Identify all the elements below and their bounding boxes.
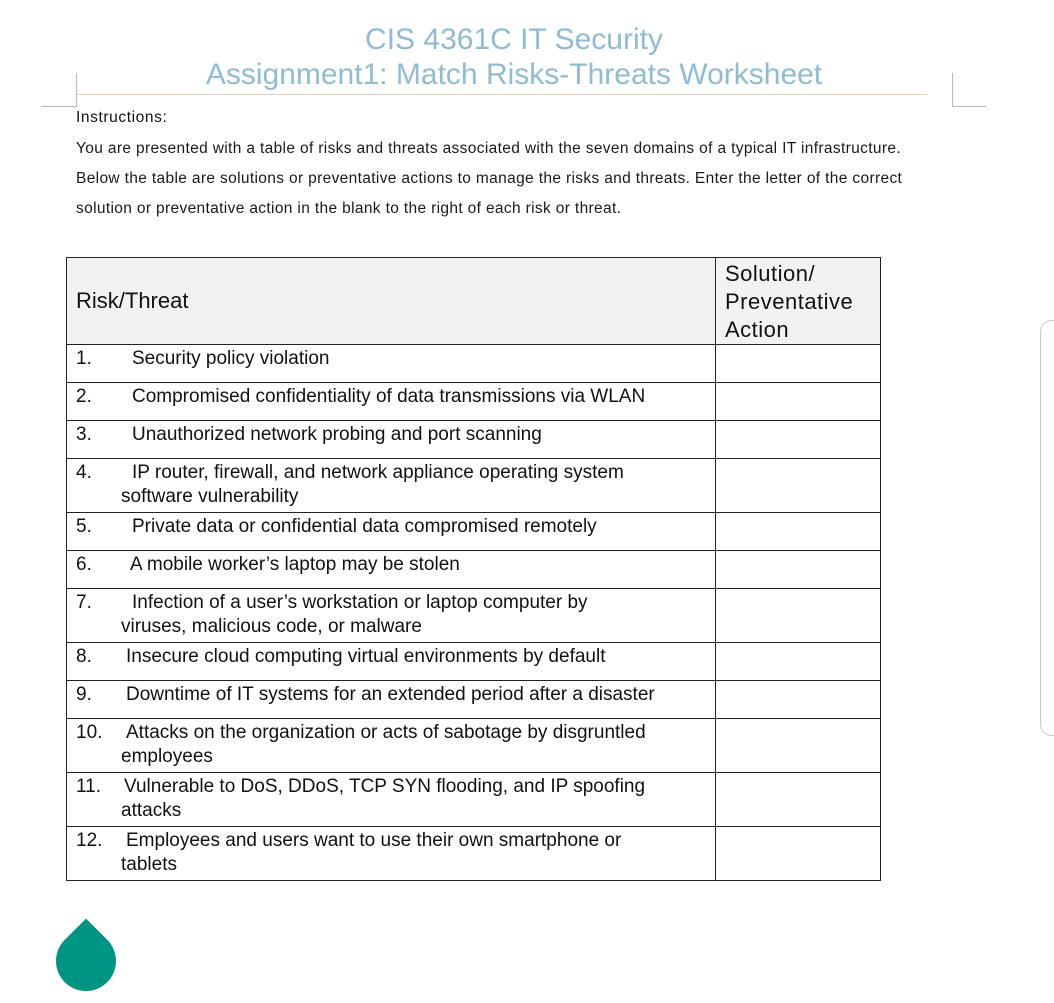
row-number: 4. [76,462,92,483]
row-number: 2. [76,386,92,407]
crop-mark-left-v [76,73,77,107]
instructions-heading: Instructions: [76,109,168,126]
risk-text: Infection of a user’s workstation or laptop computer by [132,592,588,613]
risk-text: IP router, firewall, and network appliance operating system [132,462,624,483]
risk-text: Compromised confidentiality of data transmissions via WLAN [132,386,646,407]
risk-text: Insecure cloud computing virtual environments by default [126,646,606,667]
risk-text-continued: software vulnerability [121,486,299,507]
risk-cell [67,551,716,589]
table-row [67,513,881,551]
row-number: 11. [76,776,102,797]
risk-cell [67,459,716,513]
row-number: 9. [76,684,92,705]
table-row [67,421,881,459]
page-title-line-2: Assignment1: Match Risks-Threats Worksheet [205,58,823,91]
answer-cell[interactable] [716,643,881,681]
crop-mark-left-h [41,106,77,107]
answer-cell[interactable] [716,719,881,773]
risk-text: Attacks on the organization or acts of sabotage by disgruntled [126,722,646,743]
table-row [67,589,881,643]
risk-cell [67,421,716,459]
risk-threat-header: Risk/Threat [67,258,716,345]
risk-text-continued: attacks [121,800,182,821]
risk-text: Private data or confidential data compromised remotely [132,516,597,537]
answer-cell[interactable] [716,383,881,421]
risk-cell [67,383,716,421]
risk-text: Vulnerable to DoS, DDoS, TCP SYN flooding, and IP spoofing [124,776,646,797]
risk-cell [67,827,716,881]
answer-cell[interactable] [716,827,881,881]
table-row [67,681,881,719]
table-row [67,643,881,681]
answer-cell[interactable] [716,681,881,719]
risk-cell [67,513,716,551]
answer-cell[interactable] [716,513,881,551]
risk-text: A mobile worker’s laptop may be stolen [130,554,460,575]
table-row [67,345,881,383]
risk-text: Security policy violation [132,348,330,369]
risk-cell [67,643,716,681]
risk-text: Employees and users want to use their own smartphone or [126,830,622,851]
table-row [67,551,881,589]
table-row [67,459,881,513]
risk-cell [67,719,716,773]
risk-cell [67,773,716,827]
table-row [67,383,881,421]
risk-threat-table [66,257,881,881]
answer-cell[interactable] [716,345,881,383]
risk-text-continued: tablets [121,854,177,875]
instructions-body: You are presented with a table of risks and threats associated with the seven domains of a typical IT infrastructure. Below the table are solutions or preventative actions to manage the risks and threats. Enter the letter of the correct solution or preventative action in the blank to the right of each risk or threat. [76,140,903,217]
table-row [67,827,881,881]
answer-cell[interactable] [716,459,881,513]
answer-cell[interactable] [716,551,881,589]
solution-header: Solution/ Preventative Action [716,258,881,345]
row-number: 1. [76,348,92,369]
answer-cell[interactable] [716,421,881,459]
row-number: 5. [76,516,92,537]
crop-mark-right-v [952,73,953,107]
crop-mark-right-h [952,106,986,107]
answer-cell[interactable] [716,773,881,827]
row-number: 7. [76,592,92,613]
row-number: 3. [76,424,92,445]
table-header-row [67,258,881,345]
page-title-line-1: CIS 4361C IT Security [365,23,663,56]
risk-text: Unauthorized network probing and port scanning [132,424,542,445]
table-row [67,719,881,773]
table-row [67,773,881,827]
row-number: 10. [76,722,103,743]
risk-cell [67,681,716,719]
drop-icon [44,919,129,1003]
risk-cell [67,345,716,383]
row-number: 6. [76,554,92,575]
risk-text-continued: viruses, malicious code, or malware [121,616,422,637]
answer-cell[interactable] [716,589,881,643]
header-rule [76,94,927,95]
row-number: 12. [76,830,103,851]
risk-text: Downtime of IT systems for an extended period after a disaster [126,684,655,705]
row-number: 8. [76,646,92,667]
risk-cell [67,589,716,643]
risk-text-continued: employees [121,746,213,767]
sidebar-panel-tab[interactable] [1040,320,1054,736]
